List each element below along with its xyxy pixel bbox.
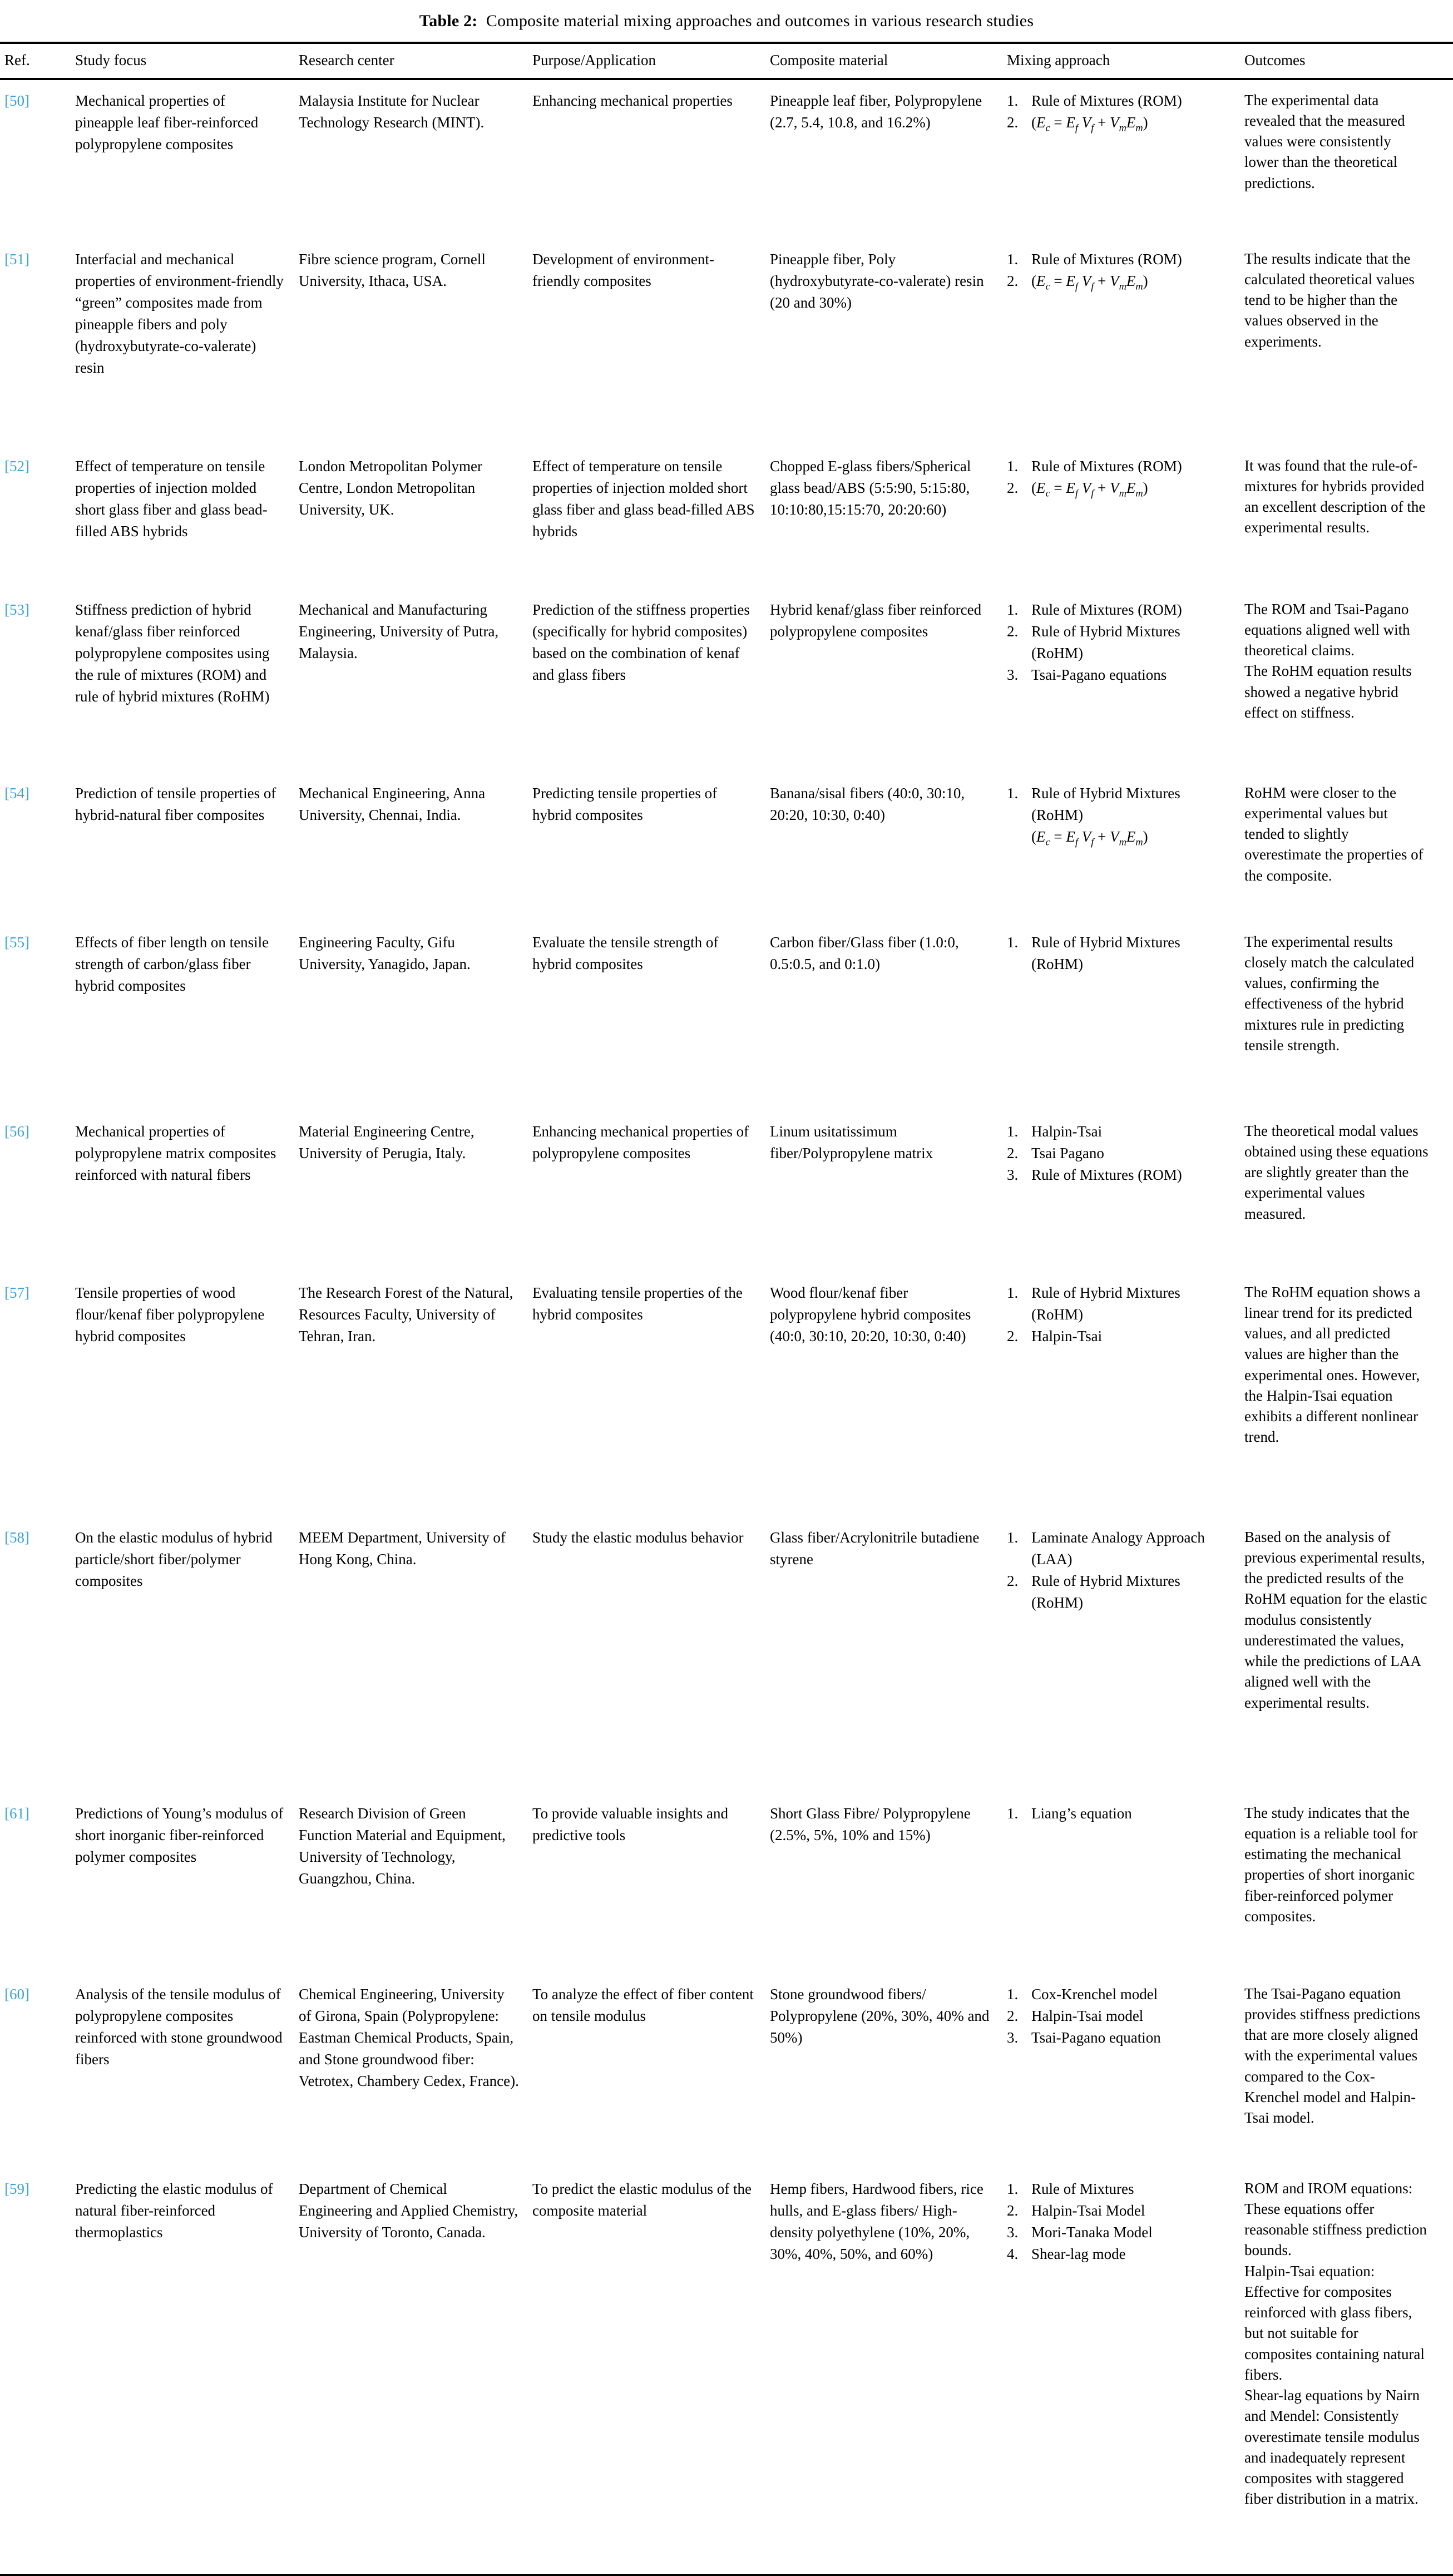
- cell-study-focus: Mechanical properties of polypropylene matrix composites reinforced with natural fibers: [75, 1123, 276, 1183]
- mixing-approach-item-text: [1031, 2200, 1232, 2222]
- mixing-method-name: Halpin-Tsai: [1031, 1327, 1103, 1344]
- cell-purpose-application: To provide valuable insights and predictive tools: [532, 1804, 729, 1843]
- citation-link[interactable]: [54]: [4, 784, 29, 802]
- mixing-approach-item-text: [1031, 2005, 1232, 2027]
- outcome-paragraph: Halpin-Tsai equation: Effective for composites reinforced with glass fibers, but not suitable for composites containing natural fibers.: [1244, 2262, 1425, 2383]
- cell-mixing-approach: [998, 1121, 1235, 1186]
- mixing-approach-item-text: [1031, 1803, 1232, 1825]
- mixing-approach-item: [1007, 456, 1232, 477]
- mixing-approach-item-text: [1031, 112, 1232, 134]
- mixing-approach-item: [1007, 270, 1232, 292]
- mixing-approach-item-text: [1031, 249, 1232, 270]
- cell-mixing-approach: [998, 249, 1235, 292]
- cell-research-center: Material Engineering Centre, University of Perugia, Italy.: [299, 1123, 475, 1161]
- mixing-approach-item: [1007, 2027, 1232, 2049]
- mixing-approach-item-text: [1031, 1282, 1232, 1326]
- outcome-paragraph: The RoHM equation results showed a negative hybrid effect on stiffness.: [1244, 662, 1412, 721]
- mixing-method-name: Rule of Hybrid Mixtures (RoHM): [1031, 1572, 1180, 1611]
- cell-composite-material: Stone groundwood fibers/ Polypropylene (20%, 30%, 40% and 50%): [770, 1985, 990, 2046]
- outcome-paragraph: RoHM were closer to the experimental values but tended to slightly overestimate the properties of the composite.: [1244, 784, 1424, 884]
- table-row: [0, 1121, 1453, 1282]
- outcome-paragraph: Based on the analysis of previous experimental results, the predicted results of the RoHM equation for the elastic modulus consistently underestimated the values, while the predictions of LAA aligned well with the experimental results.: [1244, 1528, 1427, 1711]
- cell-purpose-application: Prediction of the stiffness properties (specifically for hybrid composites) based on the combination of kenaf and glass fibers: [532, 601, 750, 684]
- mixing-approach-item-text: [1031, 1143, 1232, 1164]
- cell-research-center: MEEM Department, University of Hong Kong, China.: [299, 1529, 506, 1568]
- cell-study-focus: Interfacial and mechanical properties of environment-friendly “green” composites made from pineapple fibers and poly (hydroxybutyrate-co-valerate) resin: [75, 250, 284, 377]
- cell-composite-material: Banana/sisal fibers (40:0, 30:10, 20:20, 10:30, 0:40): [770, 784, 965, 823]
- cell-outcomes: [1235, 599, 1453, 724]
- cell-study-focus: Analysis of the tensile modulus of polypropylene composites reinforced with stone groundwood fibers: [75, 1985, 283, 2068]
- cell-composite-material: Hemp fibers, Hardwood fibers, rice hulls, and E-glass fibers/ High-density polyethylene (10%, 20%, 30%, 40%, 50%, and 60%): [770, 2180, 984, 2263]
- mixing-approach-item: [1007, 90, 1232, 112]
- cell-purpose-application: To predict the elastic modulus of the composite material: [532, 2180, 752, 2219]
- mixing-approach-item: [1007, 664, 1232, 686]
- cell-ref: [0, 2178, 71, 2200]
- mixing-approach-item-number: 2.: [1007, 479, 1019, 496]
- table-body: [0, 80, 1453, 2568]
- mixing-approach-item-text: [1031, 783, 1232, 848]
- mixing-approach-item-text: [1031, 2222, 1232, 2243]
- citation-link[interactable]: [53]: [4, 601, 29, 618]
- citation-link[interactable]: [59]: [4, 2180, 29, 2197]
- mixing-method-name: Mori-Tanaka Model: [1031, 2223, 1153, 2241]
- mixing-method-name: Laminate Analogy Approach (LAA): [1031, 1529, 1205, 1568]
- mixing-approach-item-text: [1031, 1570, 1232, 1614]
- cell-composite-material: Carbon fiber/Glass fiber (1.0:0, 0.5:0.5, and 0:1.0): [770, 933, 959, 972]
- cell-outcomes: [1235, 249, 1453, 352]
- cell-composite-material: Chopped E-glass fibers/Spherical glass bead/ABS (5:5:90, 5:15:80, 10:10:80,15:15:70, 20:20:60): [770, 457, 971, 518]
- outcome-paragraph: It was found that the rule-of-mixtures for hybrids provided an excellent description of the experimental results.: [1244, 457, 1426, 536]
- mixing-approach-item-number: 3.: [1007, 2029, 1019, 2046]
- cell-composite-material: Wood flour/kenaf fiber polypropylene hybrid composites (40:0, 30:10, 20:20, 10:30, 0:40): [770, 1284, 971, 1344]
- mixing-approach-item: [1007, 621, 1232, 664]
- citation-link[interactable]: [56]: [4, 1123, 29, 1140]
- cell-mixing-approach: [998, 90, 1235, 134]
- cell-mixing-approach: [998, 783, 1235, 848]
- mixing-approach-item: [1007, 2243, 1232, 2265]
- mixing-approach-item: [1007, 112, 1232, 134]
- table-row: [0, 599, 1453, 783]
- mixing-approach-item: [1007, 477, 1232, 499]
- cell-composite-material: Pineapple leaf fiber, Polypropylene (2.7, 5.4, 10.8, and 16.2%): [770, 92, 982, 131]
- mixing-approach-item-text: [1031, 477, 1232, 499]
- cell-research-center: Department of Chemical Engineering and Applied Chemistry, University of Toronto, Canada.: [299, 2180, 518, 2241]
- mixing-method-name: Rule of Mixtures (ROM): [1031, 92, 1182, 109]
- outcome-paragraph: The theoretical modal values obtained using these equations are slightly greater than the experimental values measured.: [1244, 1122, 1429, 1222]
- mixing-approach-item-text: [1031, 932, 1232, 975]
- mixing-approach-item-number: 2.: [1007, 113, 1019, 131]
- cell-ref: [0, 1121, 71, 1143]
- mixing-approach-item-text: [1031, 90, 1232, 112]
- table-header-row: [0, 44, 1453, 80]
- mixing-approach-item: [1007, 783, 1232, 848]
- mixing-method-name: Rule of Mixtures (ROM): [1031, 1166, 1182, 1183]
- cell-study-focus: Effect of temperature on tensile properties of injection molded short glass fiber and glass bead-filled ABS hybrids: [75, 457, 268, 540]
- mixing-approach-item-text: [1031, 1527, 1232, 1570]
- cell-ref: [0, 1803, 71, 1825]
- mixing-formula: ($E_c = E_f$ $V_f + V_mE_m$): [1031, 113, 1148, 134]
- mixing-method-name: Rule of Mixtures (ROM): [1031, 601, 1182, 618]
- mixing-approach-item: [1007, 1121, 1232, 1143]
- mixing-approach-item: [1007, 2222, 1232, 2243]
- column-header-composite-material: Composite material: [770, 51, 888, 68]
- mixing-approach-item: [1007, 1803, 1232, 1825]
- mixing-method-name: Halpin-Tsai: [1031, 1123, 1103, 1140]
- column-header-research-center: Research center: [299, 51, 394, 68]
- table-row: [0, 1282, 1453, 1527]
- citation-link[interactable]: [58]: [4, 1529, 29, 1546]
- outcome-paragraph: Shear-lag equations by Nairn and Mendel: Consistently overestimate tensile modulus and inadequately represent composites with staggered fiber distribution in a matrix.: [1244, 2387, 1420, 2508]
- mixing-approach-item: [1007, 1164, 1232, 1186]
- outcome-paragraph: ROM and IROM equations: These equations offer reasonable stiffness prediction bounds.: [1244, 2179, 1427, 2259]
- mixing-approach-item-text: [1031, 1326, 1232, 1347]
- mixing-method-name: Rule of Hybrid Mixtures (RoHM): [1031, 784, 1180, 823]
- cell-study-focus: Tensile properties of wood flour/kenaf fiber polypropylene hybrid composites: [75, 1284, 265, 1344]
- mixing-approach-item-number: 2.: [1007, 622, 1019, 640]
- cell-study-focus: Predictions of Young’s modulus of short inorganic fiber-reinforced polymer composites: [75, 1804, 284, 1865]
- column-header-ref: Ref.: [4, 51, 30, 68]
- mixing-approach-item-text: [1031, 1984, 1232, 2005]
- cell-composite-material: Pineapple fiber, Poly (hydroxybutyrate-co-valerate) resin (20 and 30%): [770, 250, 984, 311]
- cell-ref: [0, 783, 71, 804]
- cell-study-focus: On the elastic modulus of hybrid particle/short fiber/polymer composites: [75, 1529, 273, 1589]
- cell-ref: [0, 1527, 71, 1549]
- table-row: [0, 2178, 1453, 2568]
- cell-study-focus: Predicting the elastic modulus of natural fiber-reinforced thermoplastics: [75, 2180, 273, 2241]
- table-row: [0, 90, 1453, 249]
- mixing-method-name: Rule of Mixtures (ROM): [1031, 457, 1182, 474]
- table-caption-body: Composite material mixing approaches and outcomes in various research studies: [486, 12, 1034, 30]
- cell-ref: [0, 932, 71, 953]
- mixing-approach-item: [1007, 2200, 1232, 2222]
- table-row: [0, 456, 1453, 599]
- mixing-method-name: Cox-Krenchel model: [1031, 1985, 1158, 2003]
- mixing-approach-item-text: [1031, 2243, 1232, 2265]
- mixing-method-name: Halpin-Tsai model: [1031, 2007, 1144, 2024]
- outcome-paragraph: The ROM and Tsai-Pagano equations aligned well with theoretical claims.: [1244, 600, 1410, 659]
- mixing-approach-item-number: 2.: [1007, 272, 1019, 289]
- cell-outcomes: [1235, 1282, 1453, 1448]
- cell-ref: [0, 1984, 71, 2005]
- table-row: [0, 249, 1453, 456]
- cell-mixing-approach: [998, 2178, 1235, 2266]
- mixing-method-name: Tsai-Pagano equation: [1031, 2029, 1161, 2046]
- cell-outcomes: [1235, 1527, 1453, 1713]
- column-header-purpose: Purpose/Application: [532, 51, 656, 68]
- mixing-approach-item: [1007, 2178, 1232, 2200]
- cell-research-center: London Metropolitan Polymer Centre, London Metropolitan University, UK.: [299, 457, 482, 518]
- mixing-approach-item-text: [1031, 1164, 1232, 1186]
- cell-research-center: Mechanical Engineering, Anna University, Chennai, India.: [299, 784, 486, 823]
- cell-research-center: Engineering Faculty, Gifu University, Yanagido, Japan.: [299, 933, 471, 972]
- table-caption-text: [482, 12, 486, 30]
- cell-research-center: Mechanical and Manufacturing Engineering, University of Putra, Malaysia.: [299, 601, 499, 661]
- mixing-approach-item-number: 1.: [1007, 933, 1019, 951]
- table-row: [0, 1984, 1453, 2178]
- mixing-method-name: Shear-lag mode: [1031, 2246, 1126, 2263]
- cell-study-focus: Effects of fiber length on tensile strength of carbon/glass fiber hybrid composites: [75, 933, 269, 994]
- mixing-approach-item-number: 1.: [1007, 92, 1019, 109]
- mixing-approach-item-number: 1.: [1007, 250, 1019, 268]
- outcome-paragraph: The experimental data revealed that the measured values were consistently lower than the theoretical predictions.: [1244, 91, 1405, 191]
- mixing-approach-item: [1007, 1570, 1232, 1614]
- mixing-approach-item-number: 1.: [1007, 601, 1019, 618]
- mixing-approach-item: [1007, 1282, 1232, 1326]
- mixing-approach-item-text: [1031, 270, 1232, 292]
- mixing-approach-item: [1007, 249, 1232, 270]
- mixing-approach-item: [1007, 1143, 1232, 1164]
- cell-mixing-approach: [998, 1282, 1235, 1347]
- cell-mixing-approach: [998, 456, 1235, 499]
- outcome-paragraph: The Tsai-Pagano equation provides stiffness predictions that are more closely aligned with the experimental values compared to the Cox-Krenchel model and Halpin-Tsai model.: [1244, 1985, 1420, 2127]
- outcome-paragraph: The study indicates that the equation is a reliable tool for estimating the mechanical properties of short inorganic fiber-reinforced polymer composites.: [1244, 1804, 1418, 1925]
- mixing-approach-item-number: 2.: [1007, 2007, 1019, 2024]
- column-header-study-focus: Study focus: [75, 51, 147, 68]
- citation-link[interactable]: [51]: [4, 250, 29, 268]
- citation-link[interactable]: [61]: [4, 1804, 29, 1822]
- citation-link[interactable]: [52]: [4, 457, 29, 474]
- cell-ref: [0, 249, 71, 270]
- mixing-formula: ($E_c = E_f$ $V_f + V_mE_m$): [1031, 272, 1148, 292]
- cell-research-center: The Research Forest of the Natural, Resources Faculty, University of Tehran, Iran.: [299, 1284, 513, 1344]
- mixing-approach-item-number: 2.: [1007, 2202, 1019, 2219]
- mixing-method-name: Rule of Mixtures: [1031, 2180, 1134, 2197]
- cell-outcomes: [1235, 90, 1453, 194]
- cell-purpose-application: Evaluate the tensile strength of hybrid composites: [532, 933, 719, 972]
- cell-ref: [0, 456, 71, 477]
- citation-link[interactable]: [60]: [4, 1985, 29, 2003]
- cell-mixing-approach: [998, 932, 1235, 975]
- mixing-approach-item-number: 3.: [1007, 2223, 1019, 2241]
- mixing-method-name: Tsai-Pagano equations: [1031, 666, 1167, 684]
- cell-purpose-application: Predicting tensile properties of hybrid composites: [532, 784, 718, 823]
- mixing-approach-item-number: 1.: [1007, 1284, 1019, 1301]
- cell-purpose-application: Development of environment-friendly composites: [532, 250, 714, 289]
- mixing-method-name: Rule of Hybrid Mixtures (RoHM): [1031, 1284, 1180, 1323]
- mixing-approach-item-number: 1.: [1007, 1123, 1019, 1140]
- mixing-approach-item: [1007, 932, 1232, 975]
- cell-mixing-approach: [998, 599, 1235, 686]
- mixing-approach-item-number: 1.: [1007, 457, 1019, 474]
- cell-purpose-application: Evaluating tensile properties of the hybrid composites: [532, 1284, 743, 1323]
- cell-outcomes: [1235, 1984, 1453, 2129]
- cell-study-focus: Prediction of tensile properties of hybrid-natural fiber composites: [75, 784, 276, 823]
- mixing-approach-item-text: [1031, 599, 1232, 621]
- cell-research-center: Fibre science program, Cornell University, Ithaca, USA.: [299, 250, 486, 289]
- mixing-approach-item-number: 3.: [1007, 1166, 1019, 1183]
- cell-outcomes: [1235, 1121, 1453, 1224]
- cell-outcomes: [1235, 932, 1453, 1056]
- cell-research-center: Research Division of Green Function Material and Equipment, University of Technology, Guangzhou, China.: [299, 1804, 506, 1887]
- cell-composite-material: Hybrid kenaf/glass fiber reinforced polypropylene composites: [770, 601, 982, 640]
- outcome-paragraph: The experimental results closely match the calculated values, confirming the effectiveness of the hybrid mixtures rule in predicting tensile strength.: [1244, 933, 1415, 1054]
- mixing-approach-item: [1007, 2005, 1232, 2027]
- mixing-formula: ($E_c = E_f$ $V_f + V_mE_m$): [1031, 479, 1148, 499]
- mixing-approach-item-number: 1.: [1007, 2180, 1019, 2197]
- mixing-method-name: Rule of Mixtures (ROM): [1031, 250, 1182, 268]
- column-header-mixing-approach: Mixing approach: [1007, 51, 1110, 68]
- mixing-approach-item-text: [1031, 664, 1232, 686]
- table-2: [0, 42, 1453, 2576]
- cell-mixing-approach: [998, 1803, 1235, 1825]
- mixing-approach-item-text: [1031, 1121, 1232, 1143]
- cell-research-center: Malaysia Institute for Nuclear Technology Research (MINT).: [299, 92, 485, 131]
- mixing-approach-item-text: [1031, 621, 1232, 664]
- cell-outcomes: [1235, 456, 1453, 538]
- cell-purpose-application: Enhancing mechanical properties of polypropylene composites: [532, 1123, 749, 1161]
- mixing-approach-item-number: 1.: [1007, 784, 1019, 802]
- cell-purpose-application: Effect of temperature on tensile properties of injection molded short glass fiber and glass bead-filled ABS hybrids: [532, 457, 755, 540]
- mixing-approach-item-number: 2.: [1007, 1144, 1019, 1161]
- cell-research-center: Chemical Engineering, University of Girona, Spain (Polypropylene: Eastman Chemical Products, Spain, and Stone groundwood fiber: Vetrotex, Chambery Cedex, France).: [299, 1985, 519, 2090]
- mixing-approach-item-number: 1.: [1007, 1804, 1019, 1822]
- cell-ref: [0, 599, 71, 621]
- citation-link[interactable]: [50]: [4, 92, 29, 109]
- cell-purpose-application: Enhancing mechanical properties: [532, 92, 733, 109]
- mixing-approach-item: [1007, 1326, 1232, 1347]
- cell-study-focus: Mechanical properties of pineapple leaf fiber-reinforced polypropylene composites: [75, 92, 259, 152]
- mixing-approach-item: [1007, 1527, 1232, 1570]
- cell-composite-material: Short Glass Fibre/ Polypropylene (2.5%, 5%, 10% and 15%): [770, 1804, 971, 1843]
- cell-outcomes: [1235, 2178, 1453, 2510]
- mixing-formula: ($E_c = E_f$ $V_f + V_mE_m$): [1031, 828, 1148, 848]
- table-row: [0, 1803, 1453, 1984]
- mixing-approach-item-number: 2.: [1007, 1327, 1019, 1344]
- citation-link[interactable]: [57]: [4, 1284, 29, 1301]
- cell-mixing-approach: [998, 1527, 1235, 1614]
- mixing-approach-item-number: 1.: [1007, 1529, 1019, 1546]
- mixing-approach-item-number: 1.: [1007, 1985, 1019, 2003]
- mixing-approach-item-text: [1031, 2178, 1232, 2200]
- mixing-approach-item-text: [1031, 2027, 1232, 2049]
- mixing-method-name: Tsai Pagano: [1031, 1144, 1104, 1161]
- outcome-paragraph: The results indicate that the calculated theoretical values tend to be higher than the values observed in the experiments.: [1244, 250, 1415, 350]
- column-header-outcomes: Outcomes: [1244, 51, 1306, 68]
- mixing-approach-item: [1007, 1984, 1232, 2005]
- mixing-approach-item-number: 3.: [1007, 666, 1019, 684]
- outcome-paragraph: The RoHM equation shows a linear trend for its predicted values, and all predicted values are higher than the experimental ones. However, the Halpin-Tsai equation exhibits a different nonlinear trend.: [1244, 1283, 1421, 1446]
- mixing-method-name: Rule of Hybrid Mixtures (RoHM): [1031, 622, 1180, 661]
- cell-ref: [0, 90, 71, 112]
- cell-ref: [0, 1282, 71, 1304]
- mixing-approach-item-number: 4.: [1007, 2246, 1019, 2263]
- mixing-method-name: Rule of Hybrid Mixtures (RoHM): [1031, 933, 1180, 972]
- citation-link[interactable]: [55]: [4, 933, 29, 951]
- table-caption: [0, 0, 1453, 42]
- table-caption-label: Table 2:: [419, 12, 478, 30]
- cell-composite-material: Linum usitatissimum fiber/Polypropylene matrix: [770, 1123, 933, 1161]
- cell-composite-material: Glass fiber/Acrylonitrile butadiene styrene: [770, 1529, 980, 1568]
- cell-purpose-application: To analyze the effect of fiber content on tensile modulus: [532, 1985, 754, 2024]
- cell-outcomes: [1235, 783, 1453, 886]
- cell-study-focus: Stiffness prediction of hybrid kenaf/glass fiber reinforced polypropylene composites using the rule of mixtures (ROM) and rule of hybrid mixtures (RoHM): [75, 601, 270, 705]
- table-row: [0, 783, 1453, 932]
- mixing-approach-item-text: [1031, 456, 1232, 477]
- cell-purpose-application: Study the elastic modulus behavior: [532, 1529, 744, 1546]
- table-row: [0, 932, 1453, 1121]
- mixing-approach-item: [1007, 599, 1232, 621]
- mixing-approach-item-number: 2.: [1007, 1572, 1019, 1589]
- mixing-method-name: Halpin-Tsai Model: [1031, 2202, 1145, 2219]
- table-row: [0, 1527, 1453, 1803]
- mixing-method-name: Liang’s equation: [1031, 1804, 1132, 1822]
- cell-outcomes: [1235, 1803, 1453, 1927]
- cell-mixing-approach: [998, 1984, 1235, 2049]
